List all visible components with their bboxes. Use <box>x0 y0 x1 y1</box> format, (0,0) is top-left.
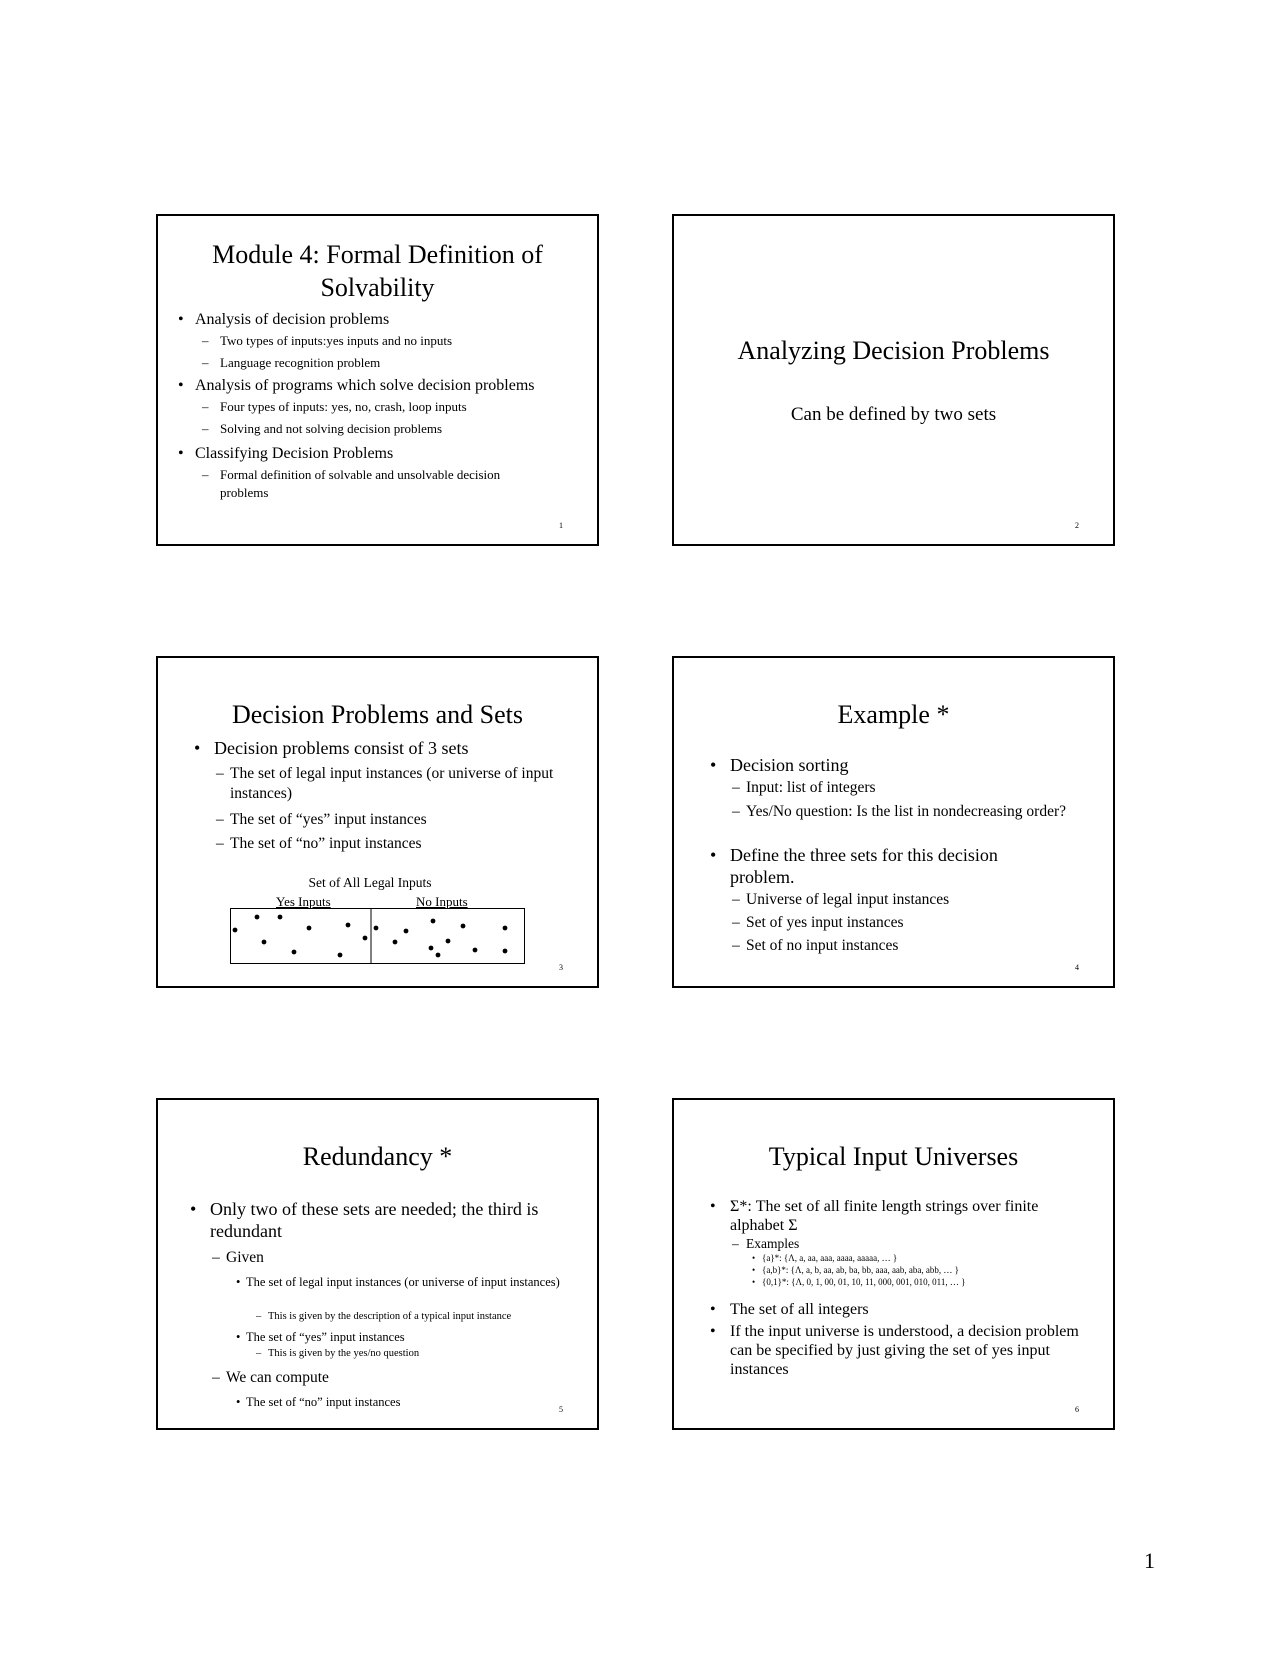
input-points <box>233 915 508 958</box>
sub-bullet: – Solving and not solving decision problems <box>202 420 442 438</box>
no-inputs-label: No Inputs <box>416 894 468 909</box>
bullet: • Define the three sets for this decision problem. <box>710 844 1060 888</box>
legal-inputs-box <box>231 909 525 964</box>
slide-title: Decision Problems and Sets <box>231 700 524 729</box>
input-point <box>404 929 409 934</box>
yes-inputs-label: Yes Inputs <box>276 894 331 909</box>
detail-bullet: – This is given by the yes/no question <box>256 1347 419 1361</box>
sub-sub-bullet: • The set of “no” input instances <box>236 1394 400 1410</box>
slide-title: Module 4: Formal Definition of Solvability <box>212 240 543 302</box>
detail-bullet: – This is given by the description of a typical input instance <box>256 1310 511 1324</box>
sub-bullet: – Yes/No question: Is the list in nondecreasing order? <box>732 802 1066 821</box>
input-point <box>431 919 436 924</box>
input-point <box>363 936 368 941</box>
sub-bullet: – Two types of inputs:yes inputs and no inputs <box>202 332 452 350</box>
slide-1 <box>156 214 599 546</box>
example-bullet: • {0,1}*: {Λ, 0, 1, 00, 01, 10, 11, 000, 001, 010, 011, … } <box>752 1277 965 1288</box>
sub-bullet: – Examples <box>732 1236 799 1252</box>
slide-number: 2 <box>1075 521 1079 530</box>
input-sets-diagram <box>230 908 526 966</box>
sub-bullet: – Universe of legal input instances <box>732 890 949 909</box>
input-point <box>255 915 260 920</box>
bullet: • Decision sorting <box>710 754 849 776</box>
slide-5 <box>156 1098 599 1430</box>
bullet: • Decision problems consist of 3 sets <box>194 737 468 759</box>
bullet: • Only two of these sets are needed; the third is redundant <box>190 1198 560 1242</box>
diagram-caption: Set of All Legal Inputs <box>308 875 432 890</box>
input-point <box>292 950 297 955</box>
sub-bullet: – We can compute <box>212 1368 329 1388</box>
example-bullet: • {a,b}*: {Λ, a, b, aa, ab, ba, bb, aaa, aab, aba, abb, … } <box>752 1265 959 1276</box>
input-point <box>429 946 434 951</box>
sub-bullet: – Language recognition problem <box>202 354 380 372</box>
bullet: • Analysis of decision problems <box>178 310 389 330</box>
slide-number: 3 <box>559 963 563 972</box>
slide-number: 1 <box>559 521 563 530</box>
sub-bullet: – Set of no input instances <box>732 936 898 955</box>
slide-title: Typical Input Universes <box>768 1142 1019 1171</box>
sub-sub-bullet: • The set of “yes” input instances <box>236 1329 405 1345</box>
input-point <box>446 939 451 944</box>
input-point <box>436 953 441 958</box>
sub-bullet: – Formal definition of solvable and unsolvable decision problems <box>202 466 550 502</box>
slide-subtitle: Can be defined by two sets <box>790 404 997 425</box>
slide-4 <box>672 656 1115 988</box>
input-point <box>473 948 478 953</box>
slide-number: 6 <box>1075 1405 1079 1414</box>
input-point <box>461 924 466 929</box>
input-point <box>374 926 379 931</box>
sub-bullet: – Given <box>212 1248 264 1268</box>
input-point <box>233 928 238 933</box>
sub-sub-bullet: • The set of legal input instances (or universe of input instances) <box>236 1274 576 1290</box>
input-point <box>393 940 398 945</box>
bullet: • The set of all integers <box>710 1300 869 1319</box>
input-point <box>278 915 283 920</box>
sub-bullet: – The set of “no” input instances <box>216 834 422 854</box>
slide-title: Analyzing Decision Problems <box>737 336 1050 365</box>
bullet: • Analysis of programs which solve decision problems <box>178 376 535 396</box>
slide-title: Redundancy * <box>302 1142 453 1171</box>
sub-bullet: – Set of yes input instances <box>732 913 904 932</box>
input-point <box>262 940 267 945</box>
input-point <box>346 923 351 928</box>
input-point <box>338 953 343 958</box>
bullet: • Classifying Decision Problems <box>178 444 393 464</box>
input-point <box>503 926 508 931</box>
bullet: • Σ*: The set of all finite length strings over finite alphabet Σ <box>710 1197 1090 1235</box>
slide-3 <box>156 656 599 988</box>
slide-title: Example * <box>837 700 950 729</box>
slide-number: 5 <box>559 1405 563 1414</box>
slide-6 <box>672 1098 1115 1430</box>
sub-bullet: – Four types of inputs: yes, no, crash, loop inputs <box>202 398 467 416</box>
page-number: 1 <box>1144 1548 1155 1573</box>
slide-2 <box>672 214 1115 546</box>
example-bullet: • {a}*: {Λ, a, aa, aaa, aaaa, aaaaa, … } <box>752 1253 897 1264</box>
input-point <box>503 949 508 954</box>
slide-number: 4 <box>1075 963 1079 972</box>
bullet: • If the input universe is understood, a decision problem can be specified by just giving the set of yes input instances <box>710 1322 1090 1379</box>
input-point <box>307 926 312 931</box>
sub-bullet: – The set of legal input instances (or universe of input instances) <box>216 764 560 804</box>
sub-bullet: – Input: list of integers <box>732 778 876 797</box>
sub-bullet: – The set of “yes” input instances <box>216 810 427 830</box>
